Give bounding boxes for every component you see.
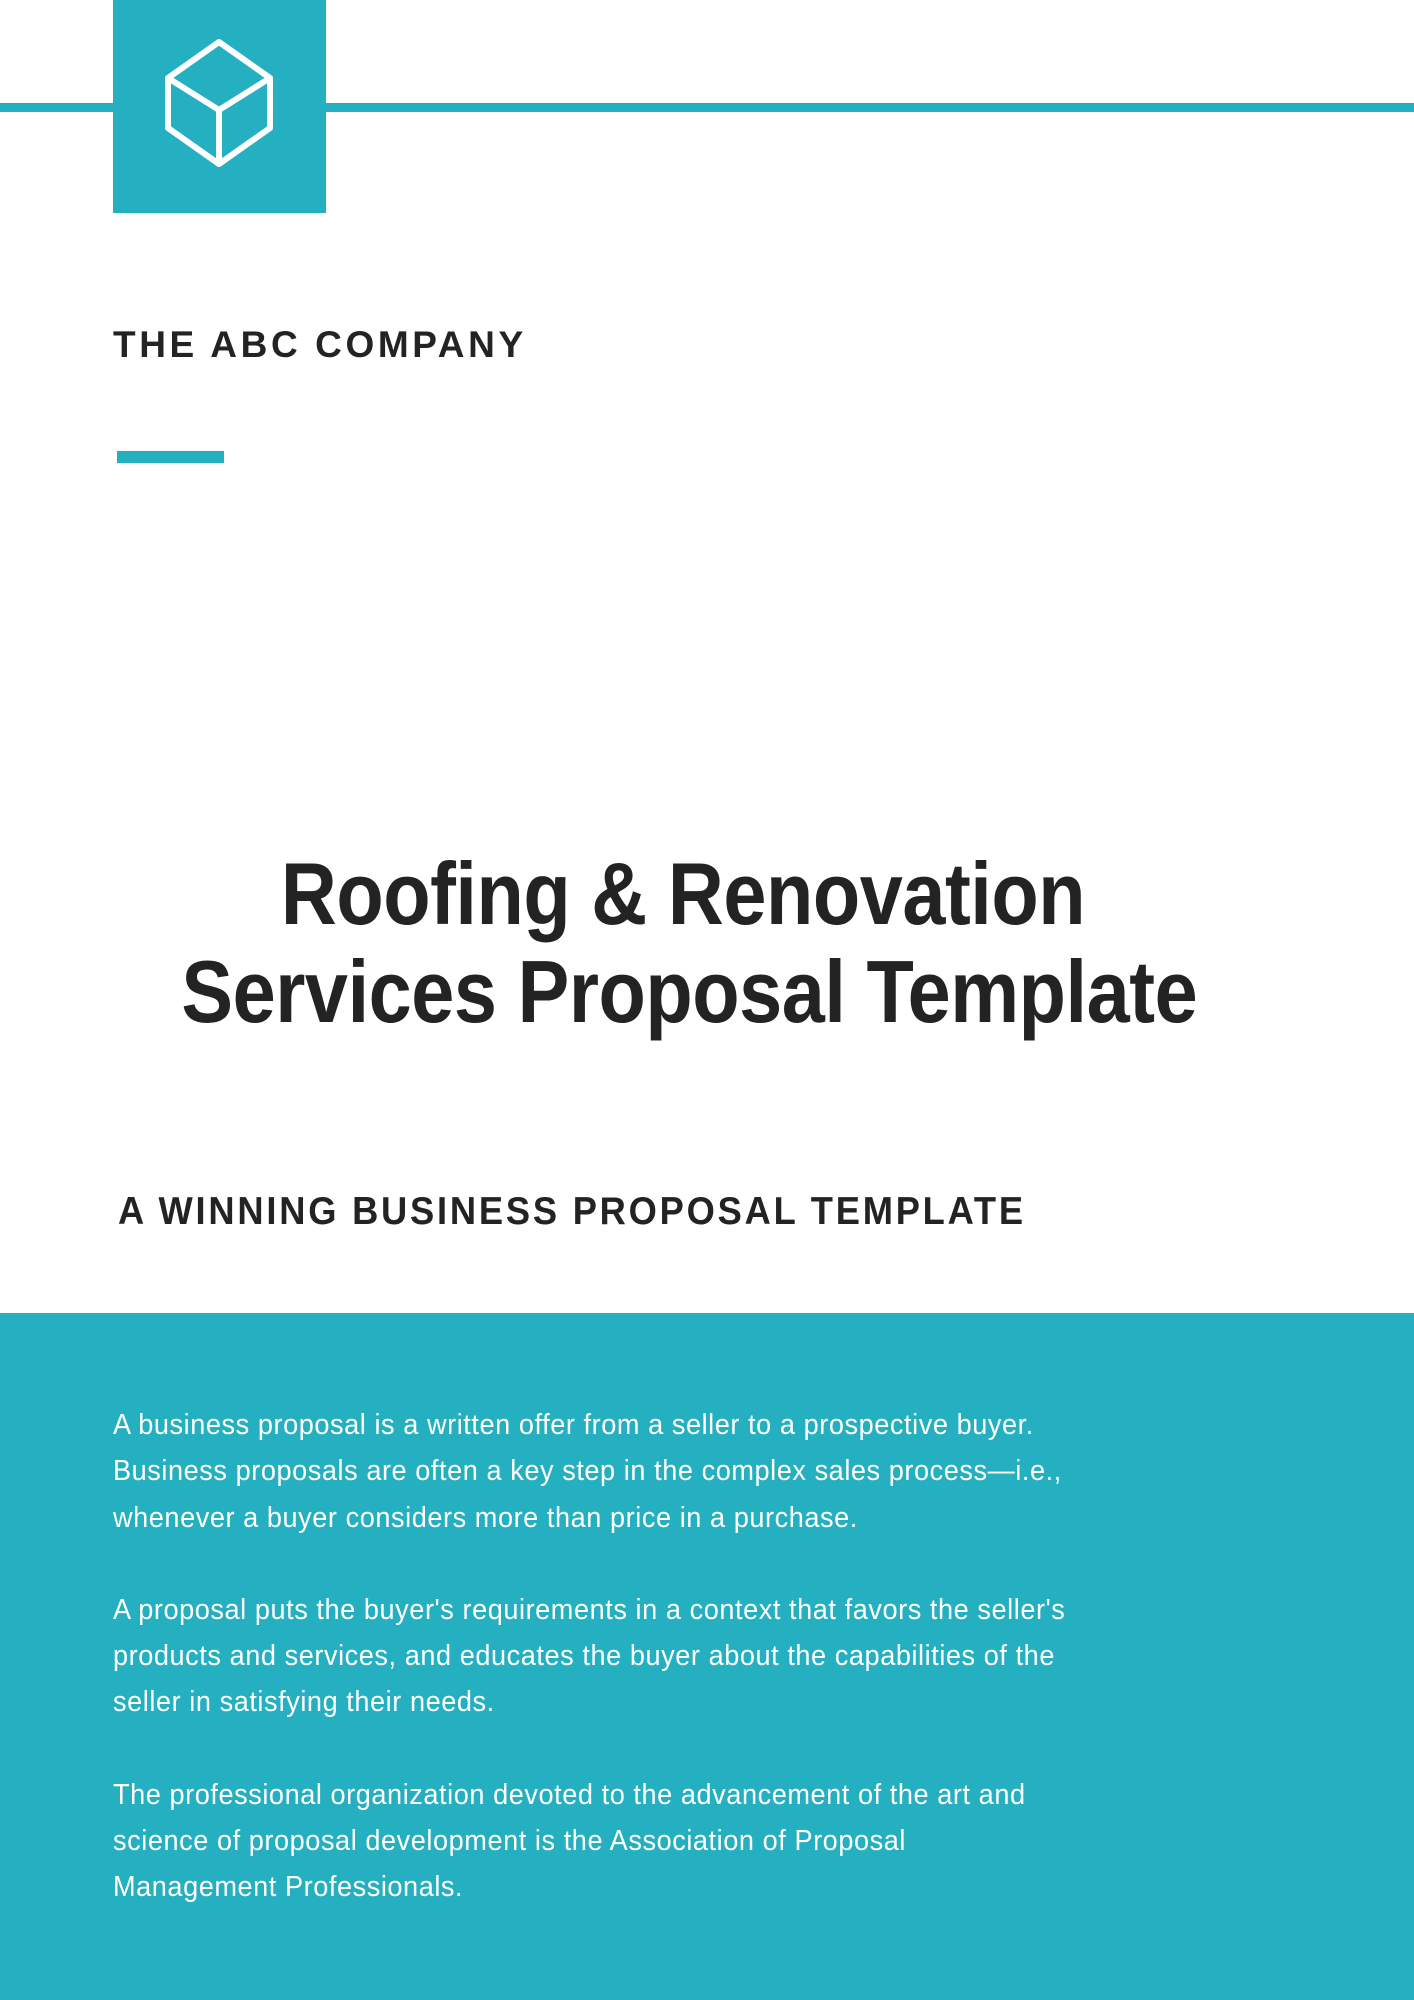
paragraph-line: seller in satisfying their needs. <box>113 1686 495 1719</box>
cube-icon <box>113 0 326 213</box>
paragraph-3 <box>113 1772 1313 1911</box>
intro-text <box>113 1402 1313 1957</box>
logo <box>113 0 326 213</box>
paragraph-line: A proposal puts the buyer's requirements in a context that favors the seller's <box>113 1593 1066 1626</box>
accent-divider <box>117 451 224 463</box>
paragraph-line: products and services, and educates the buyer about the capabilities of the <box>113 1640 1055 1673</box>
paragraph-line: science of proposal development is the Association of Proposal <box>113 1825 906 1858</box>
paragraph-1 <box>113 1402 1313 1541</box>
paragraph-line: A business proposal is a written offer from a seller to a prospective buyer. <box>113 1409 1034 1441</box>
title-line-2: Services Proposal Template <box>181 942 1198 1041</box>
paragraph-line: whenever a buyer considers more than price in a purchase. <box>113 1501 858 1534</box>
paragraph-line: Management Professionals. <box>113 1871 464 1904</box>
company-name: THE ABC COMPANY <box>113 324 527 365</box>
subtitle: A WINNING BUSINESS PROPOSAL TEMPLATE <box>118 1190 1026 1233</box>
paragraph-2 <box>113 1587 1313 1726</box>
paragraph-line: Business proposals are often a key step in the complex sales process—i.e., <box>113 1455 1062 1488</box>
title-line-1: Roofing & Renovation <box>280 844 1086 943</box>
paragraph-line: The professional organization devoted to the advancement of the art and <box>113 1778 1026 1811</box>
page-title <box>113 845 1253 1041</box>
